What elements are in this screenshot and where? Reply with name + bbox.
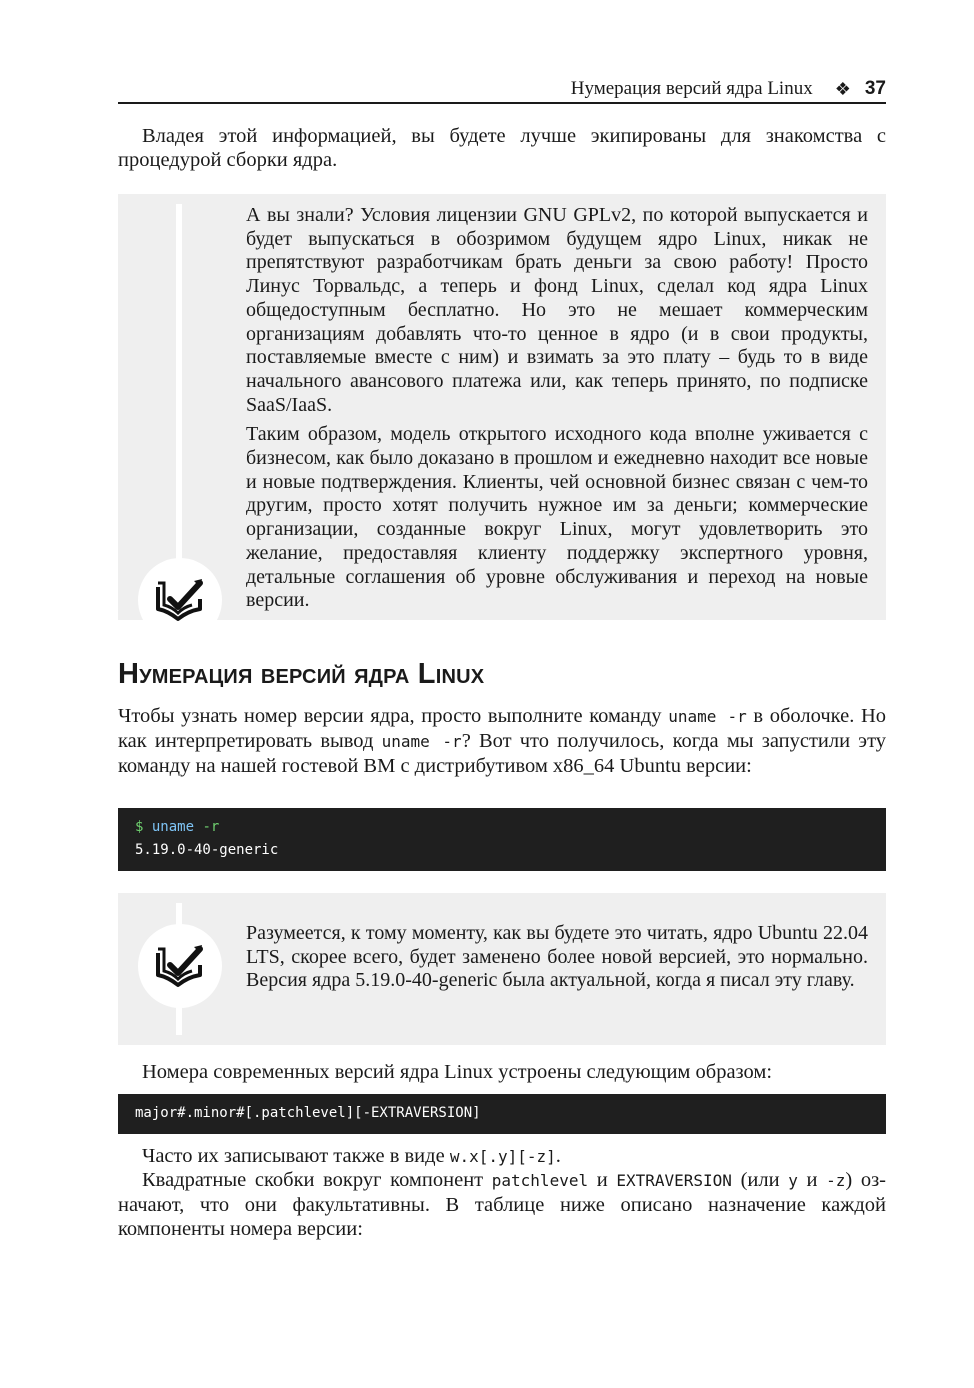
inline-code-z: -z xyxy=(826,1171,846,1190)
note-box-license xyxy=(118,194,886,620)
page-number: 37 xyxy=(864,78,886,99)
terminal-command-line xyxy=(135,819,219,835)
format-code-block xyxy=(118,1094,886,1134)
section-heading: Нумерация версий ядра Linux xyxy=(118,658,485,690)
alt-form-end: . xyxy=(555,1145,561,1167)
note-badge xyxy=(138,558,222,642)
terminal-output: 5.19.0-40-generic xyxy=(135,842,279,858)
running-header xyxy=(118,76,886,104)
format-code: major#.minor#[.patchlevel][-EXTRAVERSION] xyxy=(135,1105,481,1121)
inline-code-patchlevel: patchlevel xyxy=(491,1171,589,1190)
brackets-paragraph xyxy=(118,1168,886,1241)
section-text-2: в оболочке. Но как интерпретировать вывод xyxy=(118,705,887,752)
note-rail xyxy=(176,204,182,610)
terminal-block xyxy=(118,808,886,871)
brackets-text-3: (или xyxy=(731,1169,789,1191)
brackets-text-1: Квадратные скобки вокруг компонент xyxy=(142,1169,492,1191)
note-pencil-icon xyxy=(154,577,206,623)
note-box-version xyxy=(118,893,886,1045)
header-separator-icon: ❖ xyxy=(834,78,851,99)
intro-paragraph: Владея этой информацией, вы будете лучше экипированы для знакомства с процедурой сборки ядра. xyxy=(118,125,886,171)
brackets-text-4: и xyxy=(797,1169,827,1191)
section-text-3: ? Вот что получилось, когда мы запустили эту команду на нашей гостевой ВМ с дистрибутивом x86_64 Ubuntu версии: xyxy=(118,730,887,777)
brackets-text-5: ) означают, что они факультативны. В таблице ниже описано назначение каждой компоненты номера версии: xyxy=(118,1169,886,1240)
terminal-command: uname xyxy=(151,819,195,835)
note-paragraph-1: А вы знали? Условия лицензии GNU GPLv2, по которой выпускается и будет выпускаться в обозримом будущем ядро Linux, никак не препятствуют разработчикам брать деньги за свою работу! Просто Линус Торвальдс, а теперь и фонд Linux, сделал код ядра Linux общедоступным бесплатно. Но это не мешает коммерческим организациям добавлять что-то ценное в ядро (и в свои продукты, поставляемые вместе с ним) и взимать за это плату – будь то в виде начального авансового платежа или, как теперь принято, по подписке SaaS/IaaS. xyxy=(246,204,868,416)
format-intro: Номера современных версий ядра Linux устроены следующим образом: xyxy=(142,1061,773,1083)
inline-code-uname-1: uname -r xyxy=(668,707,747,726)
note-paragraph-2: Таким образом, модель открытого исходного кода вполне уживается с бизнесом, как было доказано в прошлом и ежедневно находит все новые и новые подтверждения. Клиенты, чей основной бизнес связан с чем-то другим, просто хотят получить нужное им за деньги; коммерческие организации, созданные вокруг Linux, могут удовлетворить это желание, предоставляя клиенту поддержку экспертного уровня, детальные соглашения об уровне обслуживания и переход на новые версии. xyxy=(246,423,868,612)
section-paragraph xyxy=(118,704,886,778)
alt-form-paragraph xyxy=(118,1144,886,1169)
note-version-paragraph: Разумеется, к тому моменту, как вы будете это читать, ядро Ubuntu 22.04 LTS, скорее всего, будет заменено более новой версией, это нормально. Версия ядра 5.19.0-40-generic была актуальной, когда я писал эту главу. xyxy=(246,922,868,992)
note-pencil-icon xyxy=(154,943,206,989)
terminal-prompt: $ xyxy=(135,819,144,835)
note-text xyxy=(246,922,868,993)
note-badge xyxy=(138,924,222,1008)
terminal-flag: -r xyxy=(202,819,220,835)
note-text xyxy=(246,204,868,613)
alt-form-text: Часто их записывают также в виде xyxy=(142,1145,450,1167)
running-header-title: Нумерация версий ядра Linux xyxy=(570,78,813,99)
inline-code-uname-2: uname -r xyxy=(381,732,462,751)
inline-code-extraversion: EXTRAVERSION xyxy=(616,1171,732,1190)
brackets-text-2: и xyxy=(588,1169,617,1191)
inline-code-wxyz: w.x[.y][-z] xyxy=(449,1147,556,1166)
inline-code-y: y xyxy=(788,1171,798,1190)
section-text-1: Чтобы узнать номер версии ядра, просто выполните команду xyxy=(118,705,669,727)
